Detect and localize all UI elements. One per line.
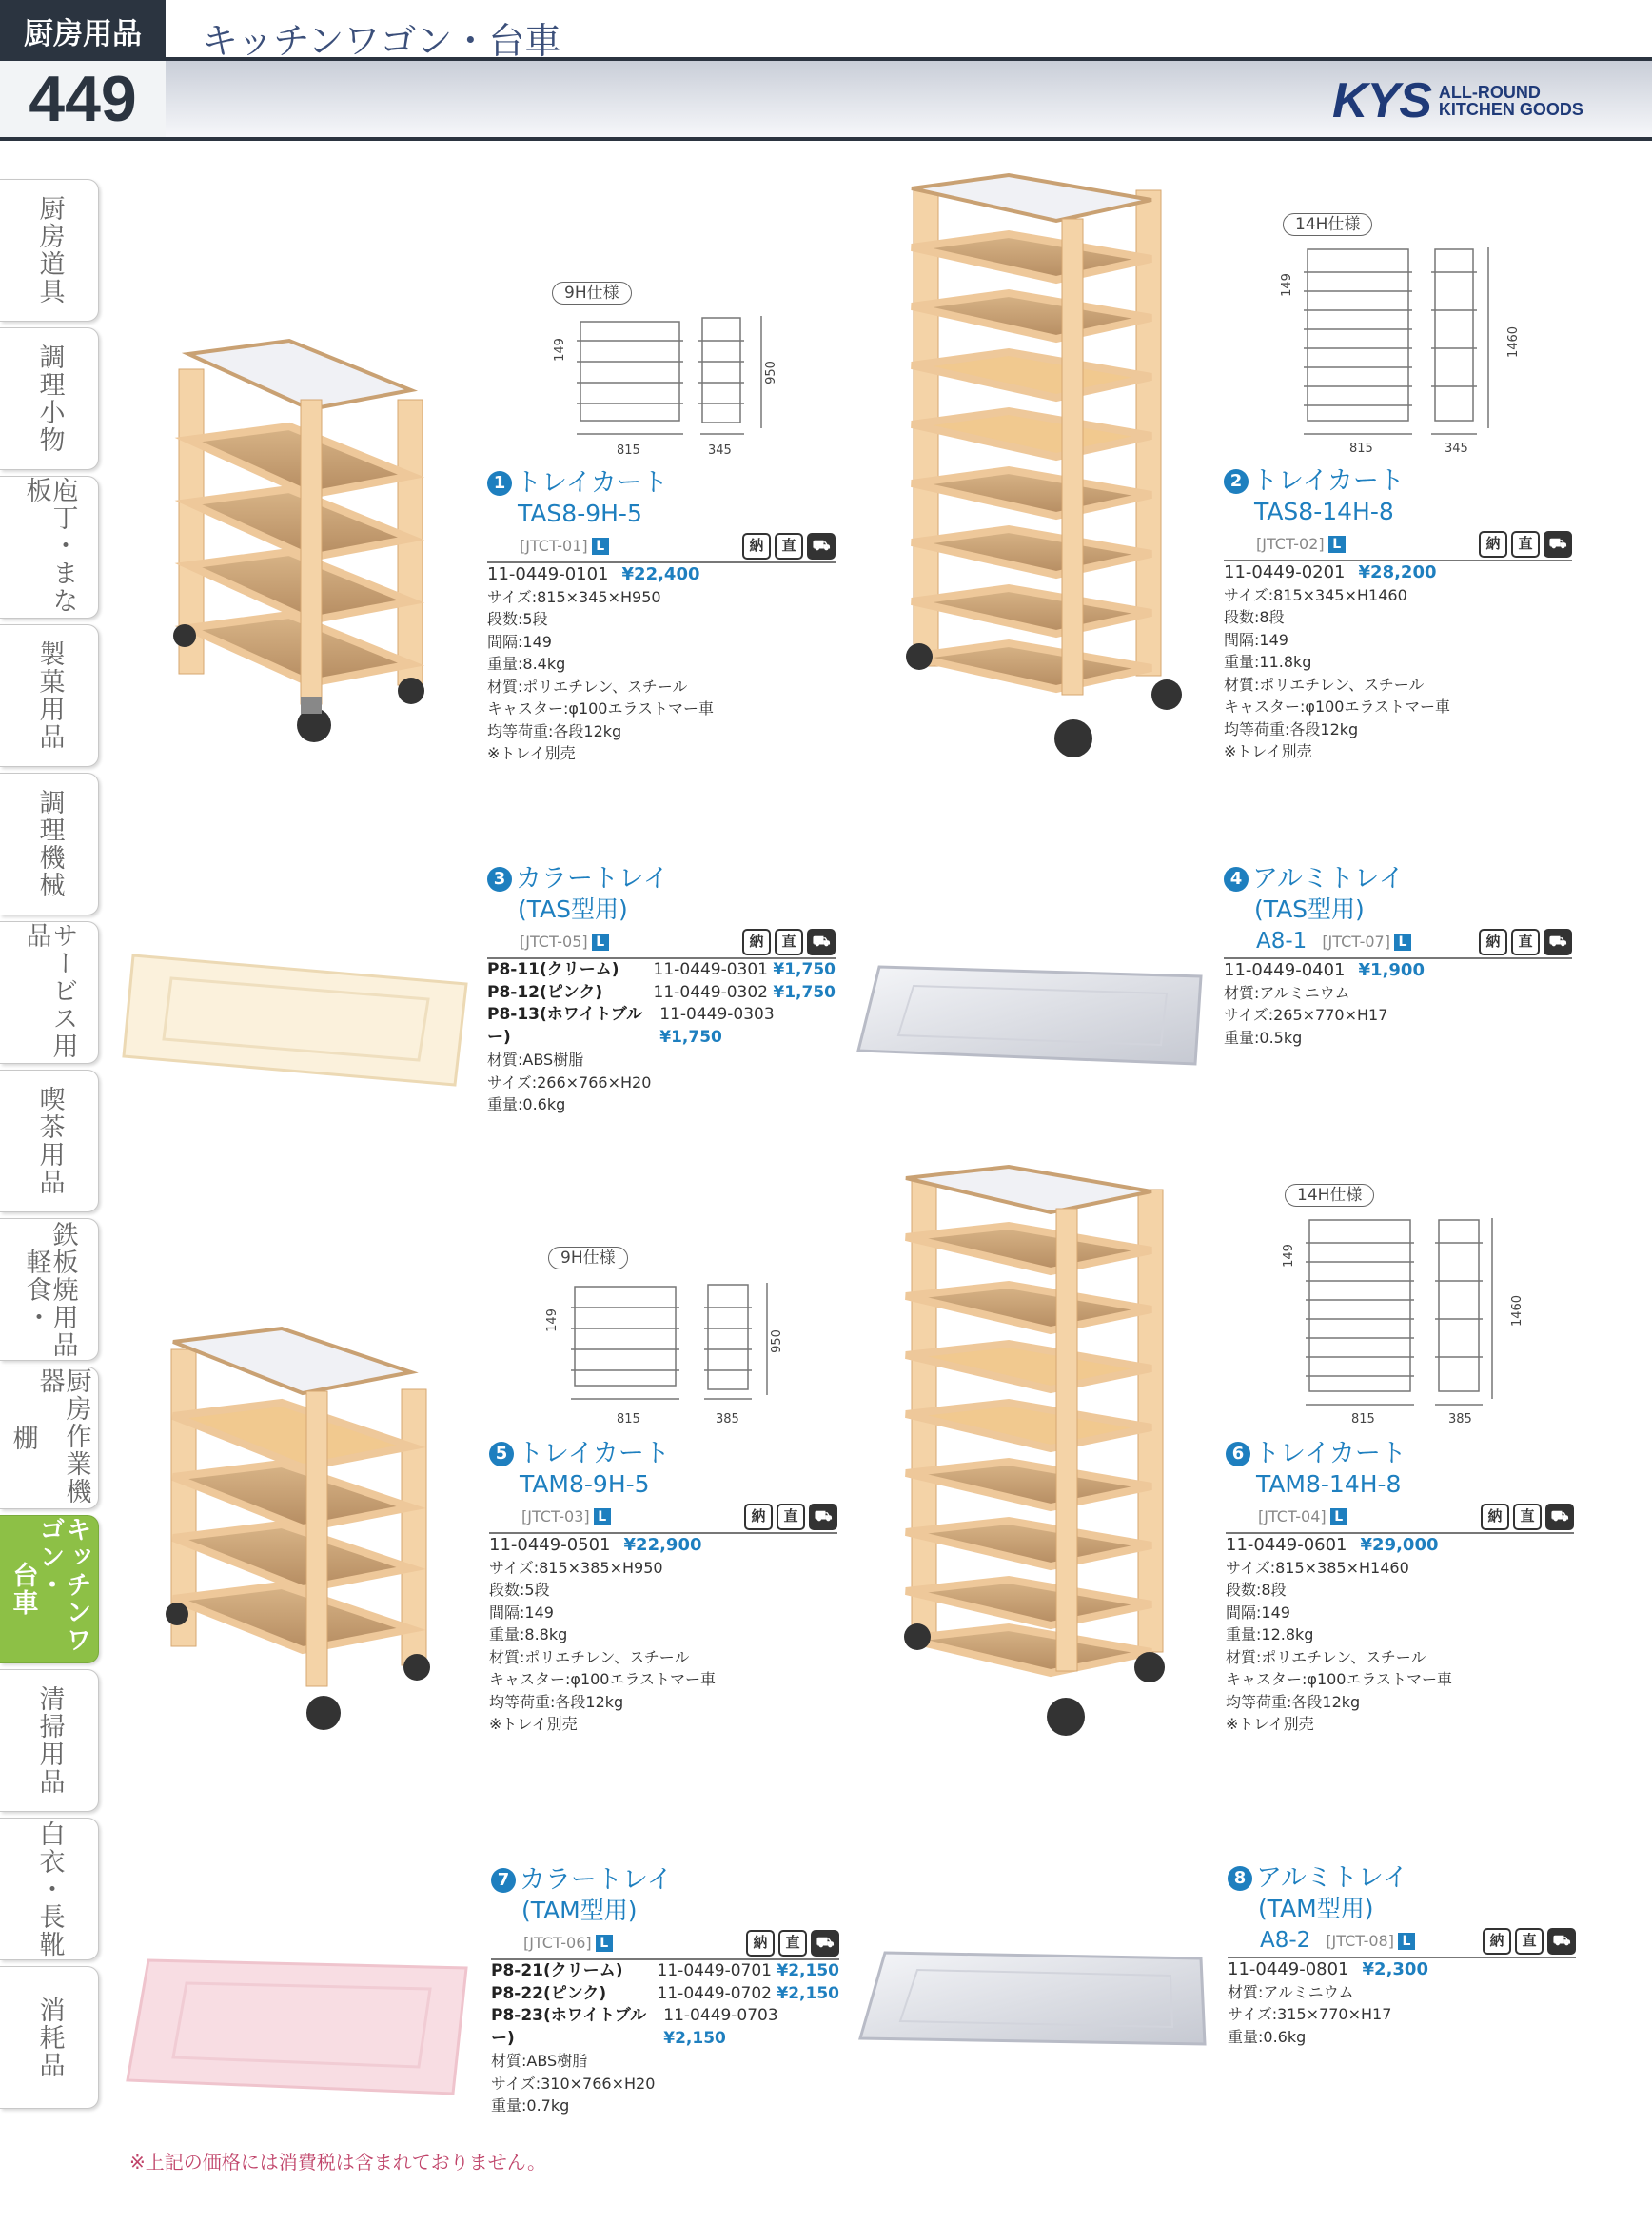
dim-depth-6: 385 <box>1448 1412 1472 1426</box>
truck-icon: ⛟ <box>807 929 836 955</box>
jtct-code: [JTCT-01] <box>520 537 588 556</box>
spec-list: サイズ:815×345×H950 段数:5段 間隔:149 重量:8.4kg 材質:ポリエチレン、スチール キャスター:φ100エラストマー車 均等荷重:各段12kg ※トレイ別売 <box>487 587 715 762</box>
spec-list: 材質:ABS樹脂 サイズ:266×766×H20 重量:0.6kg <box>487 1051 652 1113</box>
product-7 <box>491 1865 839 2117</box>
dim-width-6: 815 <box>1351 1412 1375 1426</box>
dim-depth-1: 345 <box>708 443 732 458</box>
product-4 <box>1224 864 1572 1049</box>
jtct-code: [JTCT-02] <box>1256 535 1325 554</box>
product-model: TAM8-9H-5 <box>520 1470 650 1498</box>
price: ¥1,900 <box>1358 960 1425 980</box>
product-name: アルミトレイ <box>1252 864 1405 894</box>
spec-list: サイズ:815×385×H950 段数:5段 間隔:149 重量:8.8kg 材質:ポリエチレン、スチール キャスター:φ100エラストマー車 均等荷重:各段12kg ※トレイ別売 <box>489 1558 717 1733</box>
item-code: 11-0449-0601 <box>1226 1535 1347 1555</box>
jtct-code: [JTCT-07] <box>1322 933 1390 952</box>
nou-badge: 納 <box>742 929 771 955</box>
product-3 <box>487 864 836 1116</box>
product-name: トレイカート <box>1252 466 1405 496</box>
choku-badge: 直 <box>777 1504 805 1530</box>
color-tray-7-image <box>128 1960 466 2094</box>
page-number: 449 <box>0 61 166 141</box>
truck-icon: ⛟ <box>1544 531 1572 558</box>
l-badge: L <box>1328 536 1346 553</box>
variant-row: P8-23(ホワイトブルー) 11-0449-0703 ¥2,150 <box>491 2006 778 2048</box>
brand-tagline: ALL-ROUND KITCHEN GOODS <box>1438 83 1583 119</box>
choku-badge: 直 <box>778 1930 807 1957</box>
diagram-5 <box>571 1283 767 1399</box>
product-name: アルミトレイ <box>1256 1863 1408 1893</box>
price: ¥2,300 <box>1362 1959 1428 1979</box>
diagram-6 <box>1306 1218 1492 1405</box>
dim-pitch-5: 149 <box>544 1308 560 1332</box>
jtct-code: [JTCT-04] <box>1258 1507 1327 1526</box>
nou-badge: 納 <box>742 533 771 560</box>
cart-6-image <box>904 1167 1165 1736</box>
spec-14h-label-6: 14H仕様 <box>1285 1184 1374 1207</box>
item-code: 11-0449-0201 <box>1224 562 1346 582</box>
spec-list: 材質:ABS樹脂 サイズ:310×766×H20 重量:0.7kg <box>491 2052 656 2115</box>
item-code: 11-0449-0801 <box>1228 1959 1349 1979</box>
spec-9h-label-1: 9H仕様 <box>552 282 632 305</box>
product-2 <box>1224 466 1572 763</box>
l-badge: L <box>596 1935 613 1952</box>
side-tab-kitchen-tools[interactable]: 厨房道具 <box>0 179 99 322</box>
variant-row: P8-21(クリーム) 11-0449-0701 ¥2,150 <box>491 1961 839 1980</box>
side-tab-confectionery[interactable]: 製菓用品 <box>0 624 99 767</box>
jtct-code: [JTCT-08] <box>1326 1932 1394 1951</box>
truck-icon: ⛟ <box>1545 1504 1574 1530</box>
choku-badge: 直 <box>1515 1928 1544 1955</box>
nou-badge: 納 <box>1479 531 1507 558</box>
dim-depth-2: 345 <box>1445 442 1468 456</box>
product-model: (TAM型用) <box>1258 1895 1374 1922</box>
side-tab-teppan[interactable]: 軽食・ 鉄板焼用品 <box>0 1218 99 1361</box>
side-tab-cooking-machines[interactable]: 調理機械 <box>0 773 99 915</box>
choku-badge: 直 <box>1511 531 1540 558</box>
dim-height-1: 950 <box>763 361 778 384</box>
nou-badge: 納 <box>1481 1504 1509 1530</box>
jtct-code: [JTCT-05] <box>520 933 588 952</box>
cart-2-image <box>906 175 1182 757</box>
price: ¥22,900 <box>623 1535 702 1555</box>
category-label: 厨房用品 <box>0 0 166 61</box>
product-model: TAM8-14H-8 <box>1256 1470 1402 1498</box>
l-badge: L <box>592 934 609 951</box>
variant-row: P8-12(ピンク) 11-0449-0302 ¥1,750 <box>487 982 836 1002</box>
dim-pitch-6: 149 <box>1281 1244 1296 1268</box>
choku-badge: 直 <box>1513 1504 1542 1530</box>
cart-5-image <box>166 1328 430 1730</box>
dim-width-2: 815 <box>1349 442 1373 456</box>
spec-9h-label-5: 9H仕様 <box>548 1247 628 1269</box>
product-5 <box>489 1439 837 1736</box>
product-number: 2 <box>1224 469 1249 494</box>
choku-badge: 直 <box>1511 929 1540 955</box>
dim-width-1: 815 <box>617 443 640 458</box>
side-tab-kitchen-work[interactable]: 棚 厨房作業機器 <box>0 1367 99 1509</box>
product-name: カラートレイ <box>516 864 669 894</box>
dim-pitch-1: 149 <box>552 338 567 362</box>
side-tab-service[interactable]: サービス用品 <box>0 921 99 1064</box>
product-number: 3 <box>487 867 512 892</box>
l-badge: L <box>1398 1933 1415 1950</box>
dim-height-5: 950 <box>769 1329 784 1353</box>
cart-1-image <box>173 341 424 742</box>
variant-row: P8-22(ピンク) 11-0449-0702 ¥2,150 <box>491 1983 839 2003</box>
diagram-2 <box>1304 247 1488 434</box>
jtct-code: [JTCT-06] <box>523 1934 592 1953</box>
product-number: 1 <box>487 471 512 496</box>
truck-icon: ⛟ <box>811 1930 839 1957</box>
spec-list: 材質:アルミニウム サイズ:265×770×H17 重量:0.5kg <box>1224 983 1388 1047</box>
brand-name: KYS <box>1332 73 1431 128</box>
truck-icon: ⛟ <box>1547 1928 1576 1955</box>
tax-footnote: ※上記の価格には消費税は含まれておりません。 <box>129 2151 546 2174</box>
l-badge: L <box>1330 1508 1347 1525</box>
product-name: カラートレイ <box>520 1865 673 1895</box>
item-code: 11-0449-0101 <box>487 564 609 584</box>
product-number: 6 <box>1226 1442 1250 1466</box>
spec-list: サイズ:815×385×H1460 段数:8段 間隔:149 重量:12.8kg 材質:ポリエチレン、スチール キャスター:φ100エラストマー車 均等荷重:各段12kg ※トレイ別売 <box>1226 1558 1453 1733</box>
dim-height-2: 1460 <box>1506 325 1522 359</box>
product-name: トレイカート <box>518 1439 670 1468</box>
product-model-2: A8-1 <box>1256 929 1308 954</box>
side-tab-uniform[interactable]: 白衣・長靴 <box>0 1818 99 1960</box>
side-tab-consumables[interactable]: 消耗品 <box>0 1966 99 2109</box>
side-tab-cooking-small[interactable]: 調理小物 <box>0 327 99 470</box>
l-badge: L <box>592 538 609 555</box>
dim-height-6: 1460 <box>1510 1294 1525 1328</box>
choku-badge: 直 <box>775 929 803 955</box>
product-model: (TAS型用) <box>1254 895 1365 923</box>
product-name: トレイカート <box>516 468 668 498</box>
product-number: 4 <box>1224 867 1249 892</box>
alum-tray-8-image <box>860 1953 1205 2044</box>
nou-badge: 納 <box>1483 1928 1511 1955</box>
dim-width-5: 815 <box>617 1412 640 1426</box>
item-code: 11-0449-0401 <box>1224 960 1346 980</box>
nou-badge: 納 <box>1479 929 1507 955</box>
side-tab-cafe[interactable]: 喫茶用品 <box>0 1070 99 1212</box>
product-6 <box>1226 1439 1574 1736</box>
jtct-code: [JTCT-03] <box>521 1507 590 1526</box>
spec-list: 材質:アルミニウム サイズ:315×770×H17 重量:0.6kg <box>1228 1982 1392 2046</box>
page-title: キッチンワゴン・台車 <box>202 20 561 62</box>
price: ¥28,200 <box>1358 562 1437 582</box>
truck-icon: ⛟ <box>1544 929 1572 955</box>
diagram-1 <box>577 316 761 434</box>
alum-tray-4-image <box>858 967 1201 1064</box>
item-code: 11-0449-0501 <box>489 1535 611 1555</box>
product-8 <box>1228 1863 1576 2048</box>
color-tray-3-image <box>124 955 466 1085</box>
product-number: 8 <box>1228 1866 1252 1891</box>
dim-depth-5: 385 <box>716 1412 739 1426</box>
product-1 <box>487 468 836 765</box>
side-tab-cleaning[interactable]: 清掃用品 <box>0 1669 99 1812</box>
product-name: トレイカート <box>1254 1439 1406 1468</box>
nou-badge: 納 <box>744 1504 773 1530</box>
spec-14h-label-2: 14H仕様 <box>1283 213 1372 236</box>
side-tab-wagon-active[interactable]: 台車 キッチンワゴン・ <box>0 1515 99 1663</box>
l-badge: L <box>594 1508 611 1525</box>
variant-row: P8-11(クリーム) 11-0449-0301 ¥1,750 <box>487 960 836 979</box>
dim-pitch-2: 149 <box>1279 273 1294 297</box>
product-model: TAS8-14H-8 <box>1254 498 1394 525</box>
product-model-2: A8-2 <box>1260 1928 1311 1954</box>
product-model: (TAM型用) <box>521 1897 638 1924</box>
product-model: TAS8-9H-5 <box>518 500 642 527</box>
truck-icon: ⛟ <box>807 533 836 560</box>
spec-list: サイズ:815×345×H1460 段数:8段 間隔:149 重量:11.8kg 材質:ポリエチレン、スチール キャスター:φ100エラストマー車 均等荷重:各段12kg ※トレイ別売 <box>1224 585 1451 760</box>
variant-row: P8-13(ホワイトブルー) 11-0449-0303 ¥1,750 <box>487 1005 775 1047</box>
truck-icon: ⛟ <box>809 1504 837 1530</box>
price: ¥29,000 <box>1360 1535 1439 1555</box>
price: ¥22,400 <box>621 564 700 584</box>
side-tab-knives[interactable]: 庖丁・まな板 <box>0 476 99 619</box>
l-badge: L <box>1394 934 1411 951</box>
choku-badge: 直 <box>775 533 803 560</box>
product-model: (TAS型用) <box>518 895 628 923</box>
product-number: 7 <box>491 1868 516 1893</box>
product-number: 5 <box>489 1442 514 1466</box>
nou-badge: 納 <box>746 1930 775 1957</box>
